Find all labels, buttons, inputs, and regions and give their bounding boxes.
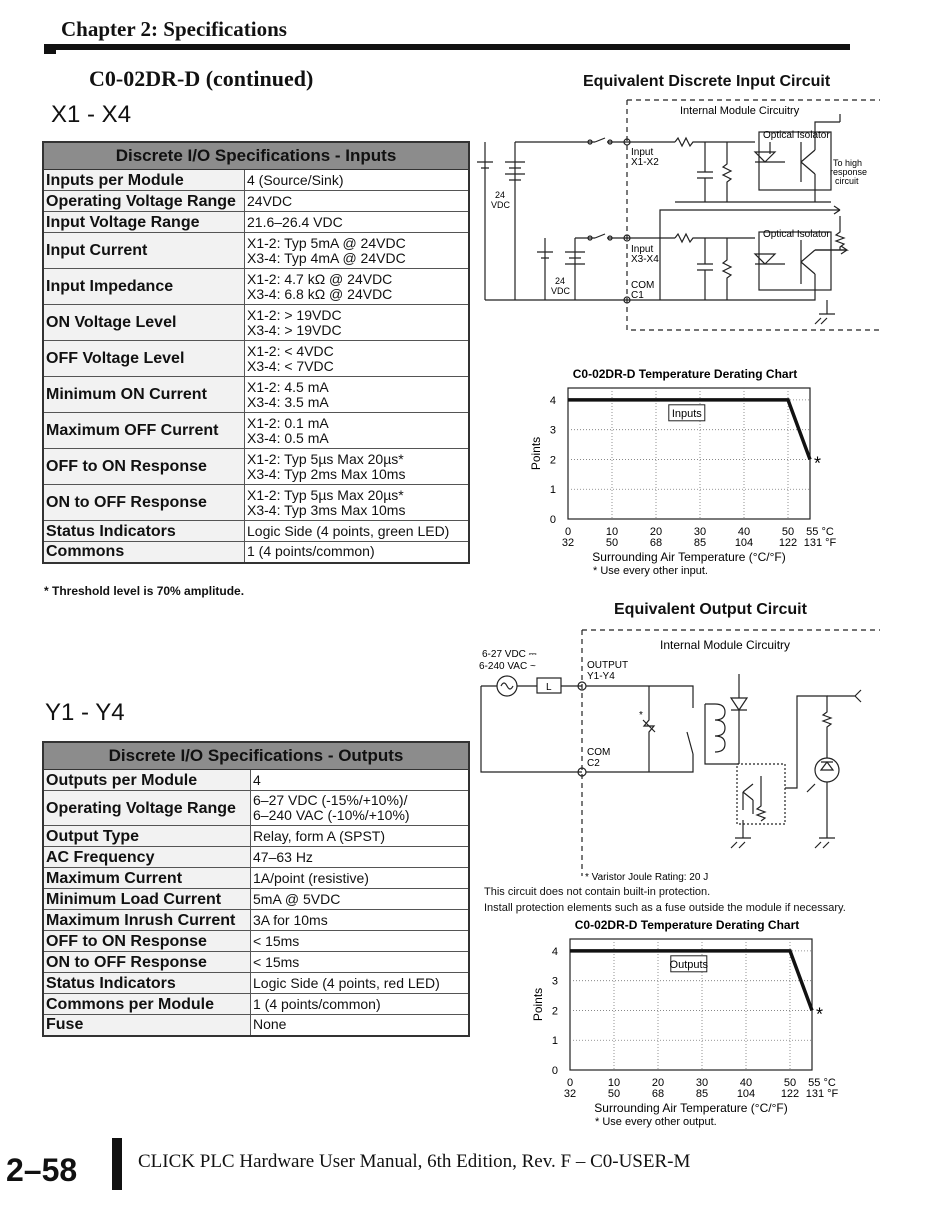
spec-label: AC Frequency <box>43 847 251 868</box>
svg-text:*: * <box>639 710 643 721</box>
spec-value <box>251 973 470 994</box>
spec-value-line: < 15ms <box>253 953 300 970</box>
supply-label-2b: VDC <box>551 286 571 296</box>
input-x3x4-label-1: Input <box>631 244 654 255</box>
x-tick-c: 20 <box>651 1077 665 1089</box>
supply-label-2a: 24 <box>555 276 566 286</box>
x-tick-f: 104 <box>736 1088 756 1100</box>
spec-label: Operating Voltage Range <box>43 791 251 826</box>
input-derating-chart <box>520 364 850 594</box>
output-table-title: Discrete I/O Specifications - Outputs <box>43 742 469 770</box>
x-tick-f: 122 <box>780 1088 800 1100</box>
com-c1-label-1: COM <box>631 280 655 291</box>
footer-text: CLICK PLC Hardware User Manual, 6th Edition, Rev. F – C0-USER-M <box>138 1151 691 1172</box>
spec-value-line: Logic Side (4 points, green LED) <box>247 522 450 539</box>
com-c2-label-2: C2 <box>587 758 600 769</box>
spec-value-line: X3-4: Typ 2ms Max 10ms <box>247 465 406 482</box>
spec-value-line: X1-2: Typ 5mA @ 24VDC <box>247 234 406 251</box>
spec-value <box>251 847 470 868</box>
spec-row <box>43 233 469 269</box>
spec-row <box>43 521 469 542</box>
y-tick: 2 <box>549 454 556 467</box>
spec-value-line: 1 (4 points/common) <box>253 995 381 1012</box>
spec-value-line: X3-4: > 19VDC <box>247 321 342 338</box>
spec-value-line: X3-4: Typ 4mA @ 24VDC <box>247 249 406 266</box>
spec-value-line: X1-2: 4.5 mA <box>247 378 329 395</box>
x-tick-c: 40 <box>737 526 751 538</box>
spec-label: Commons <box>43 542 245 563</box>
spec-label: Input Current <box>43 233 245 269</box>
spec-value-line: X3-4: Typ 3ms Max 10ms <box>247 501 406 518</box>
spec-value <box>245 521 470 542</box>
output-supply-label-1: 6-27 VDC ⎓ <box>482 649 537 660</box>
threshold-footnote: * Threshold level is 70% amplitude. <box>44 584 245 598</box>
spec-row <box>43 413 469 449</box>
high-response-label-1: To high <box>833 158 863 168</box>
y-tick: 3 <box>549 424 556 437</box>
model-title: C0-02DR-D (continued) <box>89 66 314 91</box>
x-tick-f: 122 <box>778 537 798 549</box>
y-tick: 4 <box>551 945 558 958</box>
spec-value <box>251 889 470 910</box>
x-tick-f: 68 <box>651 1088 665 1100</box>
spec-row <box>43 212 469 233</box>
spec-row <box>43 847 469 868</box>
spec-row <box>43 341 469 377</box>
spec-value-line: X3-4: 0.5 mA <box>247 429 329 446</box>
chapter-rule-tab <box>44 44 56 54</box>
y-tick: 4 <box>549 394 556 407</box>
spec-value <box>245 191 470 212</box>
spec-value <box>245 170 470 191</box>
input-x1x2-label-1: Input <box>631 147 654 158</box>
x-tick-f: 32 <box>561 537 575 549</box>
input-range-label: X1 - X4 <box>51 101 132 128</box>
x-tick-f: 85 <box>695 1088 709 1100</box>
spec-value-line: < 15ms <box>253 932 300 949</box>
footer-bar <box>112 1138 122 1190</box>
spec-row <box>43 791 469 826</box>
spec-row <box>43 770 469 791</box>
com-c2-label-1: COM <box>587 747 611 758</box>
spec-label: Fuse <box>43 1015 251 1036</box>
spec-row <box>43 826 469 847</box>
spec-label: OFF to ON Response <box>43 449 245 485</box>
x-tick-f: 50 <box>605 537 619 549</box>
high-response-label-2: response <box>830 167 868 177</box>
output-range-label: Y1 - Y4 <box>45 699 125 726</box>
spec-label: OFF to ON Response <box>43 931 251 952</box>
y-tick: 3 <box>551 975 558 988</box>
spec-label: Outputs per Module <box>43 770 251 791</box>
x-tick-c: 55 °C <box>808 1077 836 1089</box>
chart-note: * Use every other output. <box>595 1116 717 1128</box>
spec-row <box>43 170 469 191</box>
spec-value <box>245 269 470 305</box>
input-x1x2-label-2: X1-X2 <box>631 157 659 168</box>
spec-row <box>43 973 469 994</box>
x-tick-c: 40 <box>739 1077 753 1089</box>
spec-row <box>43 1015 469 1036</box>
output-y-label-2: Y1-Y4 <box>587 671 615 682</box>
spec-value <box>245 233 470 269</box>
spec-value-line: 6–27 VDC (-15%/+10%)/ <box>253 792 408 808</box>
protection-note-2: Install protection elements such as a fuse outside the module if necessary. <box>484 902 846 914</box>
spec-label: Operating Voltage Range <box>43 191 245 212</box>
spec-label: Commons per Module <box>43 994 251 1015</box>
input-table-title: Discrete I/O Specifications - Inputs <box>43 142 469 170</box>
end-marker: * <box>816 1004 824 1025</box>
chapter-title: Chapter 2: Specifications <box>61 17 287 41</box>
y-tick: 0 <box>549 514 556 526</box>
spec-value <box>251 868 470 889</box>
spec-value-line: X1-2: > 19VDC <box>247 306 342 323</box>
y-tick: 1 <box>549 484 556 497</box>
output-supply-label-2: 6-240 VAC ~ <box>479 661 536 672</box>
series-label: Inputs <box>671 407 702 420</box>
spec-value-line: X3-4: 3.5 mA <box>247 393 329 410</box>
spec-value-line: X1-2: Typ 5µs Max 20µs* <box>247 486 404 503</box>
chart-note: * Use every other input. <box>593 565 708 577</box>
spec-value <box>251 826 470 847</box>
x-tick-c: 50 <box>783 1077 797 1089</box>
spec-value-line: X3-4: 6.8 kΩ @ 24VDC <box>247 285 393 302</box>
spec-label: Status Indicators <box>43 973 251 994</box>
x-tick-f: 131 °F <box>803 537 837 549</box>
spec-value-line: 47–63 Hz <box>253 848 313 865</box>
spec-value <box>245 449 470 485</box>
x-tick-c: 10 <box>607 1077 621 1089</box>
spec-value-line: 21.6–26.4 VDC <box>247 213 343 230</box>
y-tick: 0 <box>551 1065 558 1077</box>
spec-row <box>43 542 469 563</box>
protection-note-1: This circuit does not contain built-in protection. <box>484 886 711 898</box>
spec-value-line: X1-2: Typ 5µs Max 20µs* <box>247 450 404 467</box>
x-tick-c: 50 <box>781 526 795 538</box>
spec-value <box>251 994 470 1015</box>
spec-value <box>245 341 470 377</box>
output-circuit-diagram <box>475 624 880 884</box>
x-tick-f: 32 <box>563 1088 577 1100</box>
spec-label: Status Indicators <box>43 521 245 542</box>
spec-label: Maximum Current <box>43 868 251 889</box>
x-tick-c: 0 <box>564 526 572 538</box>
spec-label: ON Voltage Level <box>43 305 245 341</box>
spec-value <box>251 770 470 791</box>
input-internal-label: Internal Module Circuitry <box>680 105 800 117</box>
spec-value <box>251 1015 470 1036</box>
x-tick-f: 131 °F <box>805 1088 839 1100</box>
load-label: L <box>546 682 552 693</box>
spec-row <box>43 377 469 413</box>
spec-label: Maximum OFF Current <box>43 413 245 449</box>
page-number: 2–58 <box>6 1152 78 1188</box>
spec-row <box>43 305 469 341</box>
spec-value-line: 3A for 10ms <box>253 911 328 928</box>
spec-value-line: 1A/point (resistive) <box>253 869 369 886</box>
spec-row <box>43 191 469 212</box>
spec-value-line: Relay, form A (SPST) <box>253 827 385 844</box>
chapter-rule <box>44 44 850 50</box>
supply-label-1a: 24 <box>495 190 506 200</box>
spec-value-line: 4 <box>253 771 261 788</box>
spec-label: ON to OFF Response <box>43 485 245 521</box>
supply-label-1b: VDC <box>491 200 511 210</box>
spec-value <box>245 305 470 341</box>
y-axis-label: Points <box>529 436 543 471</box>
spec-row <box>43 868 469 889</box>
spec-value-line: None <box>253 1016 287 1033</box>
y-tick: 2 <box>551 1005 558 1018</box>
spec-value <box>245 377 470 413</box>
spec-label: ON to OFF Response <box>43 952 251 973</box>
series-label: Outputs <box>669 958 709 971</box>
chart-title: C0-02DR-D Temperature Derating Chart <box>574 918 800 932</box>
spec-row <box>43 994 469 1015</box>
output-internal-label: Internal Module Circuitry <box>660 638 791 652</box>
input-circuit-title: Equivalent Discrete Input Circuit <box>583 73 831 90</box>
x-tick-f: 104 <box>734 537 754 549</box>
high-response-label-3: circuit <box>835 176 859 186</box>
spec-value <box>245 542 470 563</box>
spec-value-line: X1-2: 4.7 kΩ @ 24VDC <box>247 270 393 287</box>
spec-label: Output Type <box>43 826 251 847</box>
spec-value <box>245 212 470 233</box>
input-circuit-diagram <box>475 92 880 332</box>
x-tick-c: 30 <box>693 526 707 538</box>
x-tick-c: 0 <box>566 1077 574 1089</box>
spec-label: Minimum ON Current <box>43 377 245 413</box>
com-c1-label-2: C1 <box>631 290 644 301</box>
spec-value <box>245 485 470 521</box>
spec-value <box>251 952 470 973</box>
spec-row <box>43 269 469 305</box>
input-x3x4-label-2: X3-X4 <box>631 254 659 265</box>
x-axis-label: Surrounding Air Temperature (°C/°F) <box>594 1101 788 1115</box>
output-spec-table <box>42 741 470 1037</box>
output-circuit-title: Equivalent Output Circuit <box>614 601 807 618</box>
x-tick-f: 85 <box>693 537 707 549</box>
spec-value-line: X3-4: < 7VDC <box>247 357 334 374</box>
spec-value-line: 5mA @ 5VDC <box>253 890 341 907</box>
x-tick-c: 10 <box>605 526 619 538</box>
spec-row <box>43 449 469 485</box>
spec-value <box>245 413 470 449</box>
spec-value <box>251 931 470 952</box>
optical-isolator-label-2: Optical Isolator <box>763 229 830 240</box>
spec-label: Input Voltage Range <box>43 212 245 233</box>
spec-row <box>43 952 469 973</box>
spec-value-line: 4 (Source/Sink) <box>247 171 344 188</box>
x-tick-c: 55 °C <box>806 526 834 538</box>
spec-value-line: Logic Side (4 points, red LED) <box>253 974 440 991</box>
spec-row <box>43 910 469 931</box>
spec-label: OFF Voltage Level <box>43 341 245 377</box>
spec-value <box>251 910 470 931</box>
varistor-note: * Varistor Joule Rating: 20 J <box>585 872 709 883</box>
spec-row <box>43 889 469 910</box>
x-tick-c: 20 <box>649 526 663 538</box>
output-derating-chart <box>522 915 852 1135</box>
spec-label: Input Impedance <box>43 269 245 305</box>
spec-value-line: 1 (4 points/common) <box>247 543 375 560</box>
spec-value-line: 24VDC <box>247 192 293 209</box>
x-tick-f: 68 <box>649 537 663 549</box>
spec-label: Maximum Inrush Current <box>43 910 251 931</box>
x-axis-label: Surrounding Air Temperature (°C/°F) <box>592 550 786 564</box>
x-tick-c: 30 <box>695 1077 709 1089</box>
input-spec-table <box>42 141 470 564</box>
spec-row <box>43 485 469 521</box>
chart-title: C0-02DR-D Temperature Derating Chart <box>572 367 798 381</box>
spec-row <box>43 931 469 952</box>
y-axis-label: Points <box>531 987 545 1022</box>
end-marker: * <box>814 453 822 474</box>
spec-value-line: X1-2: < 4VDC <box>247 342 334 359</box>
spec-value <box>251 791 470 826</box>
spec-value-line: X1-2: 0.1 mA <box>247 414 329 431</box>
spec-label: Minimum Load Current <box>43 889 251 910</box>
spec-value-line: 6–240 VAC (-10%/+10%) <box>253 807 410 823</box>
spec-label: Inputs per Module <box>43 170 245 191</box>
optical-isolator-label-1: Optical Isolator <box>763 130 830 141</box>
output-y-label-1: OUTPUT <box>587 660 629 671</box>
y-tick: 1 <box>551 1035 558 1048</box>
x-tick-f: 50 <box>607 1088 621 1100</box>
